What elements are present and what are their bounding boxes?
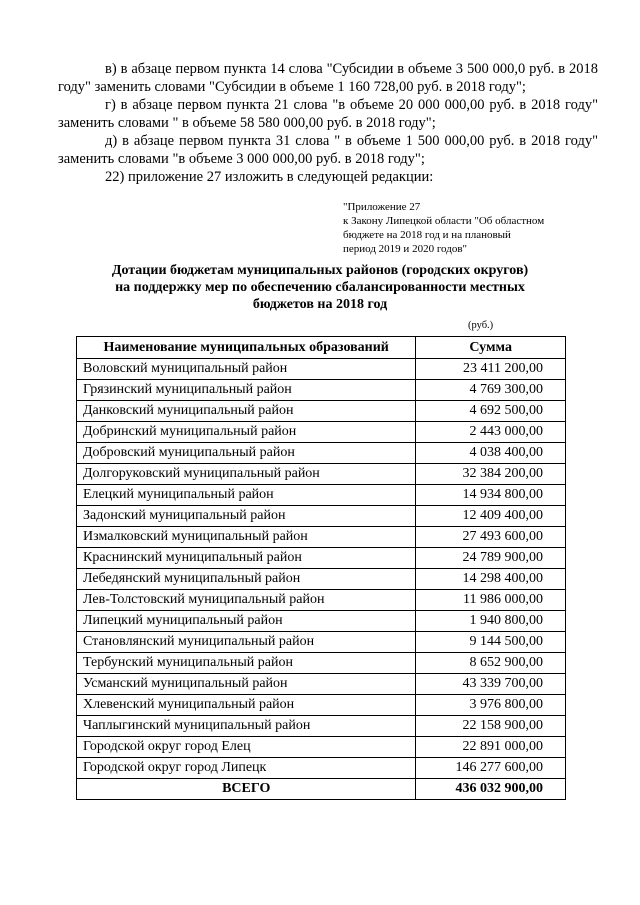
municipality-name: Грязинский муниципальный район	[77, 380, 416, 401]
title-line: Дотации бюджетам муниципальных районов (городских округов)	[111, 263, 529, 278]
table-row	[77, 716, 566, 737]
municipality-name: Липецкий муниципальный район	[77, 611, 416, 632]
subsidy-amount: 22 891 000,00	[416, 737, 566, 758]
municipality-name: Воловский муниципальный район	[77, 359, 416, 380]
subsidy-amount: 4 038 400,00	[416, 443, 566, 464]
table-row	[77, 674, 566, 695]
municipality-name: Данковский муниципальный район	[77, 401, 416, 422]
subsidy-amount: 8 652 900,00	[416, 653, 566, 674]
subsidy-amount: 14 298 400,00	[416, 569, 566, 590]
table-row	[77, 695, 566, 716]
table-row	[77, 359, 566, 380]
subsidy-amount: 43 339 700,00	[416, 674, 566, 695]
subsidy-amount: 14 934 800,00	[416, 485, 566, 506]
table-row	[77, 422, 566, 443]
table-row	[77, 464, 566, 485]
subsidy-amount: 12 409 400,00	[416, 506, 566, 527]
subsidy-table	[76, 336, 566, 800]
municipality-name: Добровский муниципальный район	[77, 443, 416, 464]
document-title	[70, 262, 570, 313]
table-row	[77, 590, 566, 611]
column-header-name: Наименование муниципальных образований	[77, 337, 416, 359]
municipality-name: Добринский муниципальный район	[77, 422, 416, 443]
municipality-name: Лев-Толстовский муниципальный район	[77, 590, 416, 611]
municipality-name: Задонский муниципальный район	[77, 506, 416, 527]
subsidy-amount: 11 986 000,00	[416, 590, 566, 611]
subsidy-amount: 23 411 200,00	[416, 359, 566, 380]
table-row	[77, 380, 566, 401]
subsidy-amount: 146 277 600,00	[416, 758, 566, 779]
municipality-name: Становлянский муниципальный район	[77, 632, 416, 653]
annex-line: период 2019 и 2020 годов"	[343, 243, 468, 255]
annex-line: к Закону Липецкой области "Об областном	[343, 215, 545, 227]
municipality-name: Хлевенский муниципальный район	[77, 695, 416, 716]
subsidy-amount: 1 940 800,00	[416, 611, 566, 632]
annex-line: "Приложение 27	[343, 201, 421, 213]
municipality-name: Городской округ город Елец	[77, 737, 416, 758]
table-row	[77, 401, 566, 422]
column-header-sum: Сумма	[416, 337, 566, 359]
table-row	[77, 758, 566, 779]
subsidy-amount: 22 158 900,00	[416, 716, 566, 737]
currency-unit: (руб.)	[468, 320, 494, 331]
subsidy-amount: 2 443 000,00	[416, 422, 566, 443]
municipality-name: Лебедянский муниципальный район	[77, 569, 416, 590]
municipality-name: Чаплыгинский муниципальный район	[77, 716, 416, 737]
municipality-name: Усманский муниципальный район	[77, 674, 416, 695]
municipality-name: Тербунский муниципальный район	[77, 653, 416, 674]
table-row	[77, 443, 566, 464]
subsidy-amount: 27 493 600,00	[416, 527, 566, 548]
total-sum: 436 032 900,00	[416, 779, 566, 800]
subsidy-amount: 9 144 500,00	[416, 632, 566, 653]
table-row	[77, 485, 566, 506]
table-body	[77, 359, 566, 779]
municipality-name: Долгоруковский муниципальный район	[77, 464, 416, 485]
table-header-row	[77, 337, 566, 359]
table-row	[77, 569, 566, 590]
title-line: бюджетов на 2018 год	[252, 297, 388, 312]
subsidy-amount: 4 769 300,00	[416, 380, 566, 401]
subsidy-amount: 24 789 900,00	[416, 548, 566, 569]
amendment-paragraph: д) в абзаце первом пункта 31 слова " в объеме 1 500 000,00 руб. в 2018 году" заменить словами "в объеме 3 000 000,00 руб. в 2018 году";	[58, 133, 598, 167]
municipality-name: Измалковский муниципальный район	[77, 527, 416, 548]
annex-line: бюджете на 2018 год и на плановый	[343, 229, 511, 241]
municipality-name: Городской округ город Липецк	[77, 758, 416, 779]
table-row	[77, 632, 566, 653]
table-row	[77, 548, 566, 569]
subsidy-amount: 3 976 800,00	[416, 695, 566, 716]
table-row	[77, 737, 566, 758]
table-row	[77, 653, 566, 674]
annex-reference	[343, 200, 588, 256]
amendment-paragraph: г) в абзаце первом пункта 21 слова "в объеме 20 000 000,00 руб. в 2018 году" заменить словами " в объеме 58 580 000,00 руб. в 2018 году";	[58, 97, 598, 131]
subsidy-amount: 4 692 500,00	[416, 401, 566, 422]
subsidy-amount: 32 384 200,00	[416, 464, 566, 485]
municipality-name: Елецкий муниципальный район	[77, 485, 416, 506]
title-line: на поддержку мер по обеспечению сбалансированности местных	[115, 280, 525, 295]
municipality-name: Краснинский муниципальный район	[77, 548, 416, 569]
amendment-paragraph: в) в абзаце первом пункта 14 слова "Субсидии в объеме 3 500 000,0 руб. в 2018 году" заменить словами "Субсидии в объеме 1 160 728,00 руб. в 2018 году";	[58, 61, 598, 95]
table-row	[77, 506, 566, 527]
amendment-paragraph: 22) приложение 27 изложить в следующей редакции:	[105, 169, 434, 185]
table-row	[77, 611, 566, 632]
table-row	[77, 527, 566, 548]
table-total-row	[77, 779, 566, 800]
total-label: ВСЕГО	[77, 779, 416, 800]
